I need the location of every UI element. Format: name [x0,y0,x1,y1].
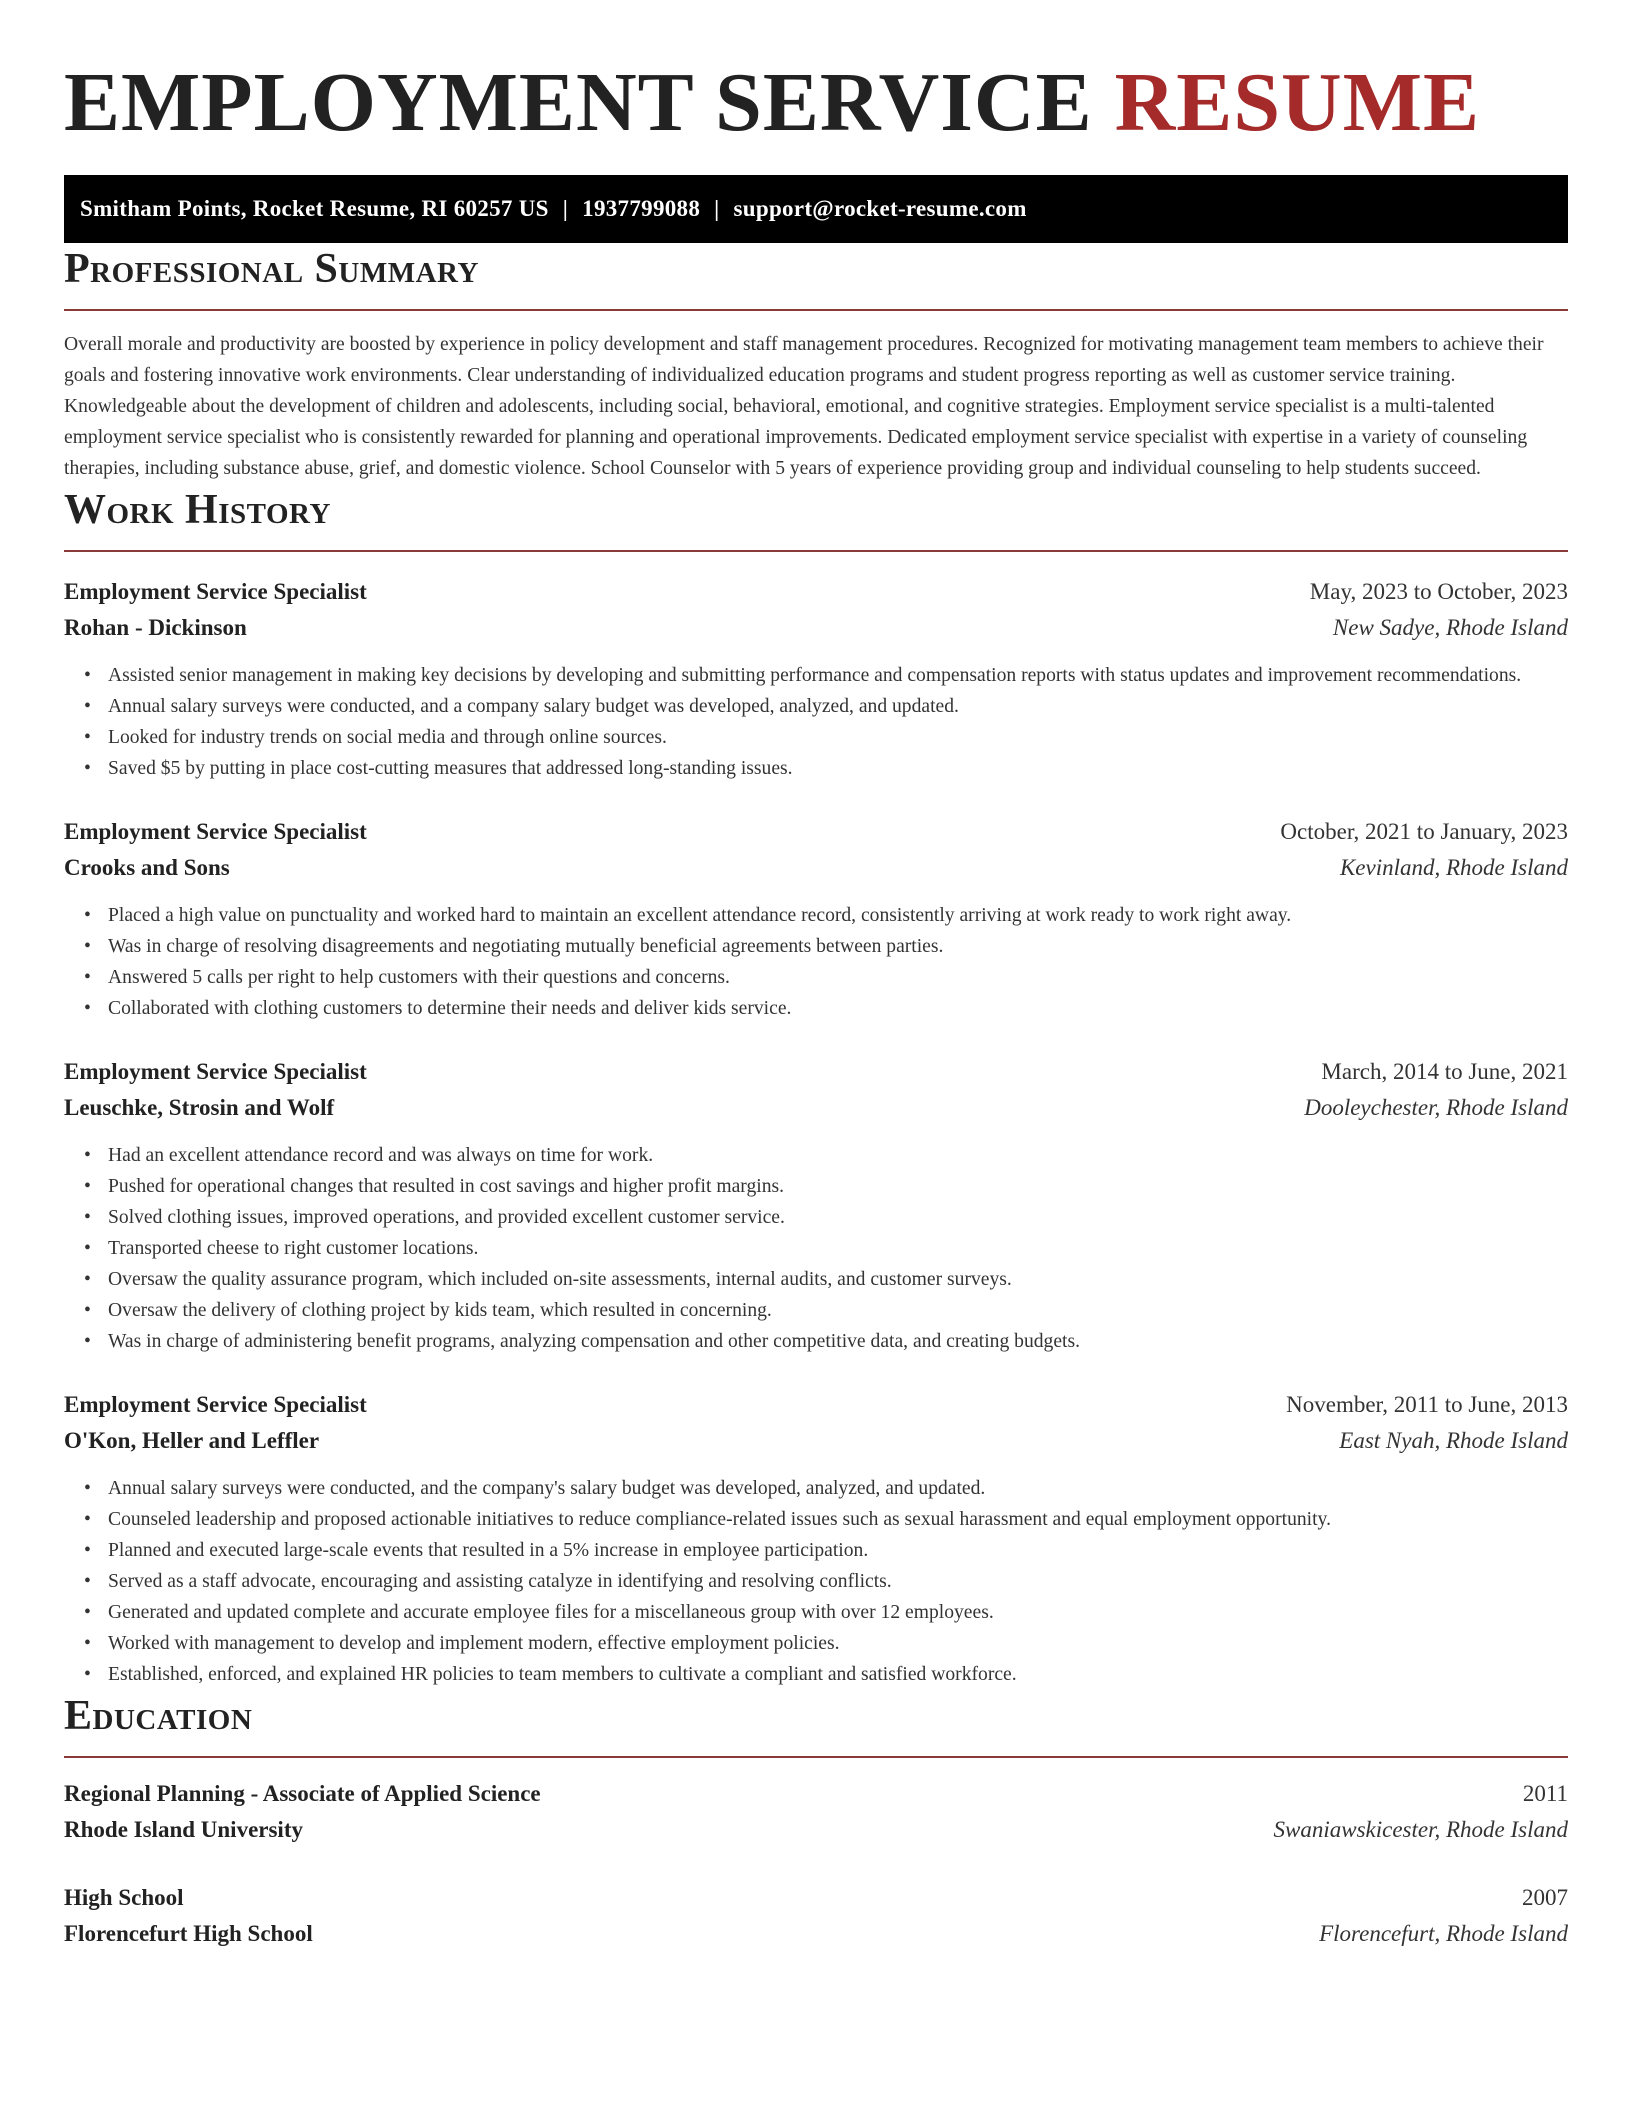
job-header-row [64,574,1568,610]
job-company-row [64,1090,1568,1126]
education-school-row [64,1812,1568,1848]
education-heading: Education [64,1690,1568,1758]
job-entry [64,1387,1568,1690]
job-location: Dooleychester, Rhode Island [1304,1095,1568,1120]
job-company: Rohan - Dickinson [64,615,247,640]
job-title: Employment Service Specialist [64,819,367,844]
list-item: • Was in charge of administering benefit programs, analyzing compensation and other competitive data, and creating budgets. [108,1326,1568,1357]
job-title: Employment Service Specialist [64,1392,367,1417]
education-degree-row [64,1880,1568,1916]
education-school: Rhode Island University [64,1817,303,1842]
list-item: • Collaborated with clothing customers to determine their needs and deliver kids service. [108,993,1568,1024]
resume-title [64,55,1568,151]
job-company-row [64,850,1568,886]
education-entry [64,1880,1568,1952]
list-item: • Oversaw the delivery of clothing project by kids team, which resulted in concerning. [108,1295,1568,1326]
list-item: • Counseled leadership and proposed actionable initiatives to reduce compliance-related issues such as sexual harassment and equal employment opportunity. [108,1504,1568,1535]
education-year: 2011 [1522,1781,1568,1806]
contact-bar [64,175,1568,243]
list-item: • Established, enforced, and explained HR policies to team members to cultivate a compliant and satisfied workforce. [108,1659,1568,1690]
list-item: • Answered 5 calls per right to help customers with their questions and concerns. [108,962,1568,993]
job-header-row [64,1387,1568,1423]
work-history-heading: Work History [64,484,1568,552]
job-location: New Sadye, Rhode Island [1332,615,1568,640]
job-company: Crooks and Sons [64,855,230,880]
list-item: • Looked for industry trends on social media and through online sources. [108,722,1568,753]
job-header-row [64,814,1568,850]
job-header-row [64,1054,1568,1090]
education-year: 2007 [1522,1885,1568,1910]
job-location: East Nyah, Rhode Island [1339,1428,1568,1453]
contact-email[interactable]: support@rocket-resume.com [733,196,1027,221]
list-item: • Had an excellent attendance record and was always on time for work. [108,1140,1568,1171]
list-item: • Served as a staff advocate, encouraging and assisting catalyze in identifying and resolving conflicts. [108,1566,1568,1597]
list-item: • Was in charge of resolving disagreements and negotiating mutually beneficial agreements between parties. [108,931,1568,962]
job-dates: May, 2023 to October, 2023 [1309,579,1568,604]
list-item: • Assisted senior management in making key decisions by developing and submitting performance and compensation reports with status updates and improvement recommendations. [108,660,1568,691]
job-title: Employment Service Specialist [64,1059,367,1084]
education-location: Florencefurt, Rhode Island [1319,1921,1568,1946]
list-item: • Oversaw the quality assurance program, which included on-site assessments, internal audits, and customer surveys. [108,1264,1568,1295]
education-school-row [64,1916,1568,1952]
job-bullets [64,1140,1568,1357]
education-degree: Regional Planning - Associate of Applied Science [64,1781,541,1806]
contact-separator: | [714,196,720,221]
contact-address: Smitham Points, Rocket Resume, RI 60257 US [80,196,549,221]
contact-phone[interactable]: 1937799088 [582,196,701,221]
title-main: EMPLOYMENT SERVICE [64,56,1093,149]
job-company-row [64,1423,1568,1459]
list-item: • Transported cheese to right customer locations. [108,1233,1568,1264]
job-dates: October, 2021 to January, 2023 [1280,819,1568,844]
list-item: • Annual salary surveys were conducted, and the company's salary budget was developed, analyzed, and updated. [108,1473,1568,1504]
job-dates: November, 2011 to June, 2013 [1286,1392,1568,1417]
list-item: • Pushed for operational changes that resulted in cost savings and higher profit margins. [108,1171,1568,1202]
education-degree-row [64,1776,1568,1812]
job-entry [64,814,1568,1024]
job-bullets [64,660,1568,784]
summary-heading: Professional Summary [64,243,1568,311]
job-dates: March, 2014 to June, 2021 [1321,1059,1568,1084]
job-bullets [64,1473,1568,1690]
list-item: • Placed a high value on punctuality and worked hard to maintain an excellent attendance record, consistently arriving at work ready to work right away. [108,900,1568,931]
job-entry [64,1054,1568,1357]
list-item: • Annual salary surveys were conducted, and a company salary budget was developed, analyzed, and updated. [108,691,1568,722]
job-company: Leuschke, Strosin and Wolf [64,1095,335,1120]
list-item: • Planned and executed large-scale events that resulted in a 5% increase in employee participation. [108,1535,1568,1566]
job-bullets [64,900,1568,1024]
list-item: • Solved clothing issues, improved operations, and provided excellent customer service. [108,1202,1568,1233]
contact-separator: | [562,196,569,221]
job-title: Employment Service Specialist [64,579,367,604]
education-school: Florencefurt High School [64,1921,313,1946]
list-item: • Worked with management to develop and implement modern, effective employment policies. [108,1628,1568,1659]
education-location: Swaniawskicester, Rhode Island [1273,1817,1568,1842]
list-item: • Saved $5 by putting in place cost-cutting measures that addressed long-standing issues. [108,753,1568,784]
title-accent: RESUME [1114,56,1481,149]
job-company-row [64,610,1568,646]
job-company: O'Kon, Heller and Leffler [64,1428,320,1453]
job-location: Kevinland, Rhode Island [1339,855,1568,880]
education-entry [64,1776,1568,1848]
list-item: • Generated and updated complete and accurate employee files for a miscellaneous group with over 12 employees. [108,1597,1568,1628]
education-degree: High School [64,1885,184,1910]
summary-text: Overall morale and productivity are boosted by experience in policy development and staff management procedures. Recognized for motivating management team members to achieve their goals and fostering innovative work environments. Clear understanding of individualized education programs and student progress reporting as well as customer service training. Knowledgeable about the development of children and adolescents, including social, behavioral, emotional, and cognitive strategies. Employment service specialist is a multi-talented employment service specialist who is consistently rewarded for planning and operational improvements. Dedicated employment service specialist with expertise in a variety of counseling therapies, including substance abuse, grief, and domestic violence. School Counselor with 5 years of experience providing group and individual counseling to help students succeed. [64,334,1544,479]
job-entry [64,574,1568,784]
